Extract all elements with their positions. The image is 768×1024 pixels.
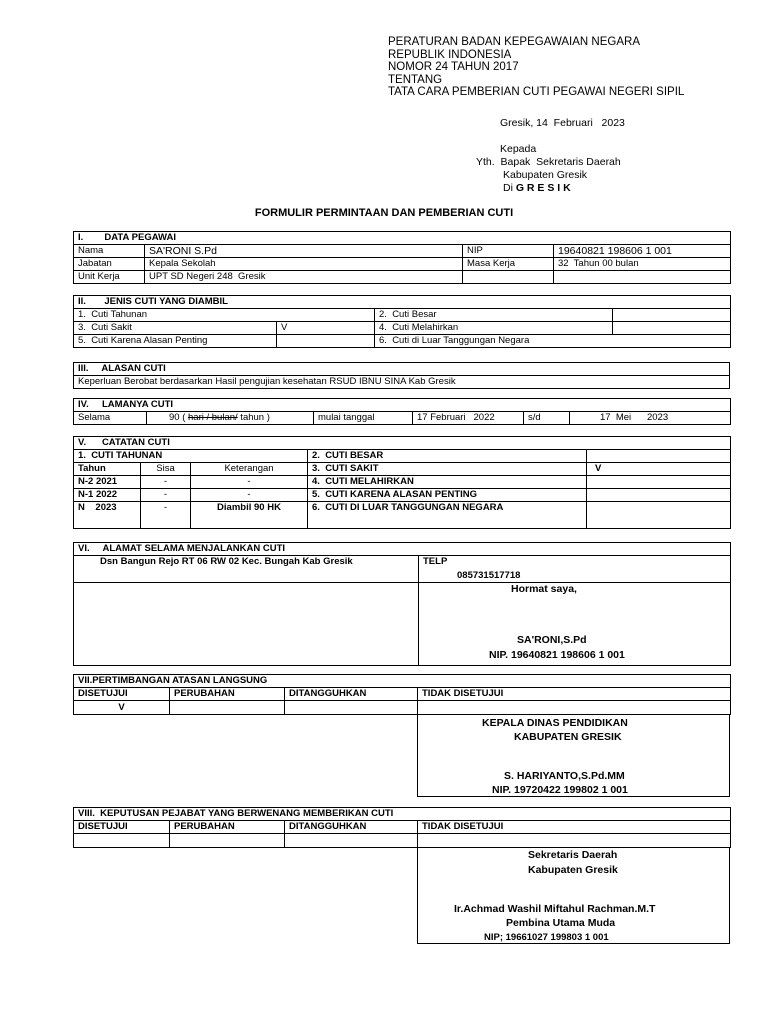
empty-cell [587, 450, 731, 463]
applicant-nip: NIP. 19640821 198606 1 001 [489, 649, 625, 661]
header-line: TENTANG [388, 73, 443, 86]
section-data-pegawai [73, 231, 731, 284]
duration-struck: hari / bulan/ [188, 412, 238, 423]
leave-note-item: 4. CUTI MELAHIRKAN [308, 476, 587, 489]
col-disetujui: DISETUJUI [74, 821, 170, 834]
section-heading: VII.PERTIMBANGAN ATASAN LANGSUNG [74, 675, 731, 688]
supervisor-nip: NIP. 19720422 199802 1 001 [492, 784, 628, 796]
leave-type-item: 1. Cuti Tahunan [74, 309, 375, 322]
empty-cell [74, 583, 419, 666]
col-ditangguhkan: DITANGGUHKAN [285, 821, 418, 834]
section-alasan-cuti [73, 362, 730, 389]
value-nip: 19640821 198606 1 001 [554, 245, 731, 258]
leave-note-item: 6. CUTI DI LUAR TANGGUNGAN NEGARA [308, 502, 587, 529]
leave-note-item: 2. CUTI BESAR [308, 450, 587, 463]
empty-cell [285, 834, 418, 848]
recipient-line: Kabupaten Gresik [503, 169, 588, 181]
section-heading: VIII. KEPUTUSAN PEJABAT YANG BERWENANG MEMBERIKAN CUTI [74, 808, 731, 821]
empty-cell [170, 834, 285, 848]
value-masa-kerja: 32 Tahun 00 bulan [554, 258, 731, 271]
telp-number: 085731517718 [457, 570, 521, 581]
empty-cell [587, 502, 731, 529]
table-row-sisa: - [141, 476, 191, 489]
duration-post: tahun ) [237, 412, 270, 423]
label-masa-kerja: Masa Kerja [463, 258, 554, 271]
telp-cell [419, 556, 731, 583]
supervisor-title: KEPALA DINAS PENDIDIKAN [482, 717, 628, 729]
col-tidak-disetujui: TIDAK DISETUJUI [418, 821, 731, 834]
section-heading: III. ALASAN CUTI [74, 363, 730, 376]
leave-note-item: 5. CUTI KARENA ALASAN PENTING [308, 489, 587, 502]
col-tidak-disetujui: TIDAK DISETUJUI [418, 688, 731, 701]
recipient-di: Di [503, 182, 513, 194]
col-sisa: Sisa [141, 463, 191, 476]
table-row-keterangan: Diambil 90 HK [191, 502, 308, 529]
letter-date: Gresik, 14 Februari 2023 [500, 117, 625, 129]
empty-cell [554, 271, 731, 284]
table-row-keterangan: - [191, 476, 308, 489]
col-ditangguhkan: DITANGGUHKAN [285, 688, 418, 701]
official-rank: Pembina Utama Muda [506, 917, 616, 929]
leave-address: Dsn Bangun Rejo RT 06 RW 02 Kec. Bungah Kab Gresik [74, 556, 419, 583]
supervisor-title: KABUPATEN GRESIK [514, 731, 622, 743]
empty-cell [74, 834, 170, 848]
check-mark: V [587, 463, 731, 476]
section-jenis-cuti [73, 295, 731, 348]
section-lamanya-cuti [73, 398, 731, 425]
leave-type-item: 2. Cuti Besar [375, 309, 613, 322]
leave-reason: Keperluan Berobat berdasarkan Hasil pengujian kesehatan RSUD IBNU SINA Kab Gresik [74, 376, 730, 389]
table-row-year: N-2 2021 [74, 476, 141, 489]
section-catatan-cuti [73, 436, 731, 529]
applicant-signature [419, 583, 731, 666]
recipient-line: Yth. Bapak Sekretaris Daerah [476, 156, 621, 168]
annual-leave-title: 1. CUTI TAHUNAN [74, 450, 308, 463]
supervisor-name: S. HARIYANTO,S.Pd.MM [504, 770, 625, 782]
leave-duration [147, 412, 314, 425]
leave-type-item: 6. Cuti di Luar Tanggungan Negara [375, 335, 731, 348]
leave-type-item: 5. Cuti Karena Alasan Penting [74, 335, 277, 348]
empty-cell [613, 309, 731, 322]
label-nip: NIP [463, 245, 554, 258]
official-signature-box [417, 847, 730, 944]
section-heading: VI. ALAMAT SELAMA MENJALANKAN CUTI [74, 543, 731, 556]
empty-cell [170, 701, 285, 715]
empty-cell [418, 834, 731, 848]
col-perubahan: PERUBAHAN [170, 688, 285, 701]
label-telp: TELP [423, 556, 448, 567]
start-date: 17 Februari 2022 [413, 412, 524, 425]
recipient-line [476, 182, 621, 195]
form-title: FORMULIR PERMINTAAN DAN PEMBERIAN CUTI [254, 207, 514, 219]
label-selama: Selama [74, 412, 147, 425]
section-keputusan-pejabat [73, 807, 731, 848]
section-heading: V. CATATAN CUTI [74, 437, 731, 450]
header-line: REPUBLIK INDONESIA [388, 48, 512, 61]
value-nama: SA'RONI S.Pd [145, 245, 463, 258]
table-row-sisa: - [141, 502, 191, 529]
recipient-block [476, 143, 621, 195]
table-row-year: N 2023 [74, 502, 141, 529]
empty-cell [613, 322, 731, 335]
duration-pre: 90 ( [169, 412, 189, 423]
empty-cell [277, 335, 375, 348]
value-unit-kerja: UPT SD Negeri 248 Gresik [145, 271, 463, 284]
applicant-name: SA'RONI,S.Pd [517, 634, 587, 646]
official-name: Ir.Achmad Washil Miftahul Rachman.M.T [454, 903, 656, 915]
label-jabatan: Jabatan [74, 258, 145, 271]
end-date: 17 Mei 2023 [570, 412, 731, 425]
regulation-header [388, 36, 684, 99]
empty-cell [587, 476, 731, 489]
empty-cell [418, 701, 731, 715]
section-heading: II. JENIS CUTI YANG DIAMBIL [74, 296, 731, 309]
official-title: Sekretaris Daerah [528, 849, 618, 861]
col-tahun: Tahun [74, 463, 141, 476]
closing-text: Hormat saya, [511, 583, 577, 595]
header-line: NOMOR 24 TAHUN 2017 [388, 61, 519, 74]
header-line: PERATURAN BADAN KEPEGAWAIAN NEGARA [388, 36, 640, 48]
recipient-city: G R E S I K [515, 182, 571, 194]
check-mark: V [277, 322, 375, 335]
section-alamat-cuti [73, 542, 731, 666]
label-nama: Nama [74, 245, 145, 258]
value-jabatan: Kepala Sekolah [145, 258, 463, 271]
leave-type-item: 4. Cuti Melahirkan [375, 322, 613, 335]
empty-cell [285, 701, 418, 715]
section-heading: IV. LAMANYA CUTI [74, 399, 731, 412]
table-row-year: N-1 2022 [74, 489, 141, 502]
empty-cell [463, 271, 554, 284]
official-nip: NIP; 19661027 199803 1 001 [484, 932, 609, 943]
label-sd: s/d [524, 412, 570, 425]
leave-note-item: 3. CUTI SAKIT [308, 463, 587, 476]
label-mulai: mulai tanggal [314, 412, 413, 425]
section-heading: I. DATA PEGAWAI [74, 232, 731, 245]
table-row-keterangan: - [191, 489, 308, 502]
col-keterangan: Keterangan [191, 463, 308, 476]
header-line: TATA CARA PEMBERIAN CUTI PEGAWAI NEGERI SIPIL [388, 86, 685, 99]
empty-cell [587, 489, 731, 502]
col-perubahan: PERUBAHAN [170, 821, 285, 834]
col-disetujui: DISETUJUI [74, 688, 170, 701]
table-row-sisa: - [141, 489, 191, 502]
official-title: Kabupaten Gresik [528, 864, 618, 876]
section-pertimbangan-atasan [73, 674, 731, 715]
label-unit-kerja: Unit Kerja [74, 271, 145, 284]
leave-type-item: 3. Cuti Sakit [74, 322, 277, 335]
supervisor-signature-box [417, 714, 730, 797]
check-mark: V [74, 701, 170, 715]
recipient-line: Kepada [500, 143, 537, 155]
